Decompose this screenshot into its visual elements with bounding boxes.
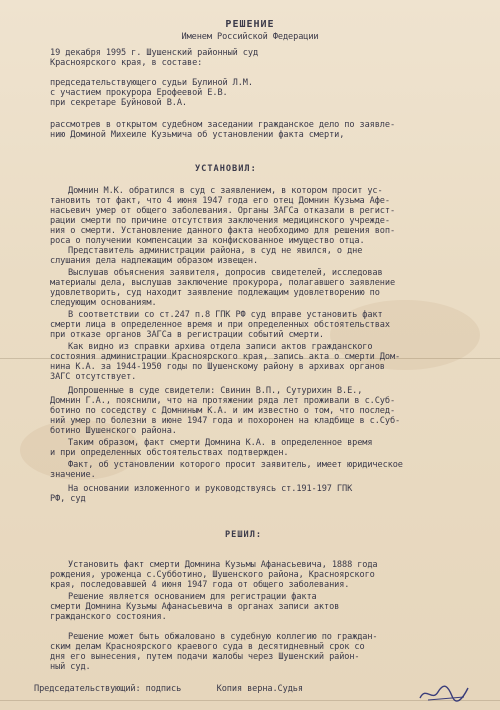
body-line: Домнин М.К. обратился в суд с заявлением, в котором просит ус- — [68, 186, 383, 196]
document-subheading: Именем Российской Федерации — [181, 32, 319, 42]
body-line: ний умер по болезни в июне 1947 года и похоронен на кладбище в с.Суб- — [50, 416, 401, 426]
body-line: следующим основаниям. — [50, 298, 157, 308]
decided-heading: РЕШИЛ: — [225, 530, 263, 540]
body-line: Как видно из справки архива отдела записи актов гражданского — [68, 342, 373, 352]
body-line: В соответствии со ст.247 п.8 ГПК РФ суд вправе установить факт — [68, 310, 383, 320]
body-line: ЗАГС отсутствует. — [50, 372, 137, 382]
body-line: На основании изложенного и руководствуясь ст.191-197 ГПК — [68, 484, 353, 494]
document-heading: РЕШЕНИЕ — [225, 19, 275, 30]
body-line: значение. — [50, 470, 96, 480]
body-line: РФ, суд — [50, 494, 86, 504]
intro-line: нию Доминой Михеиле Кузьмича об установлении факта смерти, — [50, 130, 345, 140]
body-line: роса о получении компенсации за конфискованное имущество отца. — [50, 236, 365, 246]
intro-line: при секретаре Буйновой В.А. — [50, 98, 187, 108]
body-line: Представитель администрации района, в суд не явился, о дне — [68, 246, 363, 256]
body-line: насьевич умер от общего заболевания. Органы ЗАГСа отказали в регист- — [50, 206, 396, 216]
decision-line: дня его вынесения, путем подачи жалобы через Шушенский район- — [50, 652, 360, 662]
body-line: тановить тот факт, что 4 июня 1947 года его отец Домнин Кузьма Афе- — [50, 196, 390, 206]
judge-signature — [418, 682, 470, 704]
body-line: ботино Шушенского района. — [50, 426, 177, 436]
body-line: рации смерти по причине отсутствия заключения медицинского учрежде- — [50, 216, 390, 226]
established-heading: УСТАНОВИЛ: — [195, 164, 257, 174]
decision-line: ный суд. — [50, 662, 91, 672]
body-line: Домнин Г.А., пояснили, что на протяжении ряда лет проживали в с.Суб- — [50, 396, 396, 406]
decision-line: края, последовавшей 4 июня 1947 года от общего заболевания. — [50, 580, 350, 590]
body-line: ботино по соседству с Домниным К.А. и им известно о том, что послед- — [50, 406, 396, 416]
body-line: и при определенных обстоятельствах подтвержден. — [50, 448, 289, 458]
intro-line: Красноярского края, в составе: — [50, 58, 203, 68]
body-line: смерти лица в определенное время и при определенных обстоятельствах — [50, 320, 390, 330]
body-line: Таким образом, факт смерти Домнина К.А. в определенное время — [68, 438, 373, 448]
intro-line: председательствующего судьи Булиной Л.М. — [50, 78, 253, 88]
decision-line: ским делам Красноярского краевого суда в десятидневный срок со — [50, 642, 365, 652]
body-line: ния о смерти. Установление данного факта необходимо для решения воп- — [50, 226, 396, 236]
intro-line: с участием прокурора Ерофеевой Е.В. — [50, 88, 228, 98]
body-line: материалы дела, выслушав заключение прокурора, полагавшего заявление — [50, 278, 396, 288]
body-line: удовлетворить, суд находит заявление подлежащим удовлетворению по — [50, 288, 380, 298]
body-line: Допрошенные в суде свидетели: Свинин В.П., Сутурихин В.Е., — [68, 386, 363, 396]
decision-line: Решение является основанием для регистрации факта — [68, 592, 317, 602]
body-line: при отказе органов ЗАГСа в регистрации событий смерти. — [50, 330, 324, 340]
decision-line: Установить факт смерти Домнина Кузьмы Афанасьевича, 1888 года — [68, 560, 378, 570]
decision-line: Решение может быть обжаловано в судебную коллегию по граждан- — [68, 632, 378, 642]
decision-line: рождения, уроженца с.Субботино, Шушенского района, Красноярского — [50, 570, 375, 580]
body-line: Выслушав объяснения заявителя, допросив свидетелей, исследовав — [68, 268, 383, 278]
intro-line: 19 декабря 1995 г. Шушенский районный суд — [50, 48, 259, 58]
decision-line: гражданского состояния. — [50, 612, 167, 622]
footer-signature-line: Председательствующий: подпись Копия верна.Судья — [34, 684, 303, 694]
body-line: слушания дела надлежащим образом извещен. — [50, 256, 259, 266]
body-line: состояния администрации Красноярского края, запись акта о смерти Дом- — [50, 352, 401, 362]
body-line: нина К.А. за 1944-1950 годы по Шушенскому району в архивах органов — [50, 362, 385, 372]
decision-line: смерти Домнина Кузьмы Афанасьевича в органах записи актов — [50, 602, 340, 612]
body-line: Факт, об установлении которого просит заявитель, имеет юридическое — [68, 460, 403, 470]
intro-line: рассмотрев в открытом судебном заседании гражданское дело по заявле- — [50, 120, 396, 130]
